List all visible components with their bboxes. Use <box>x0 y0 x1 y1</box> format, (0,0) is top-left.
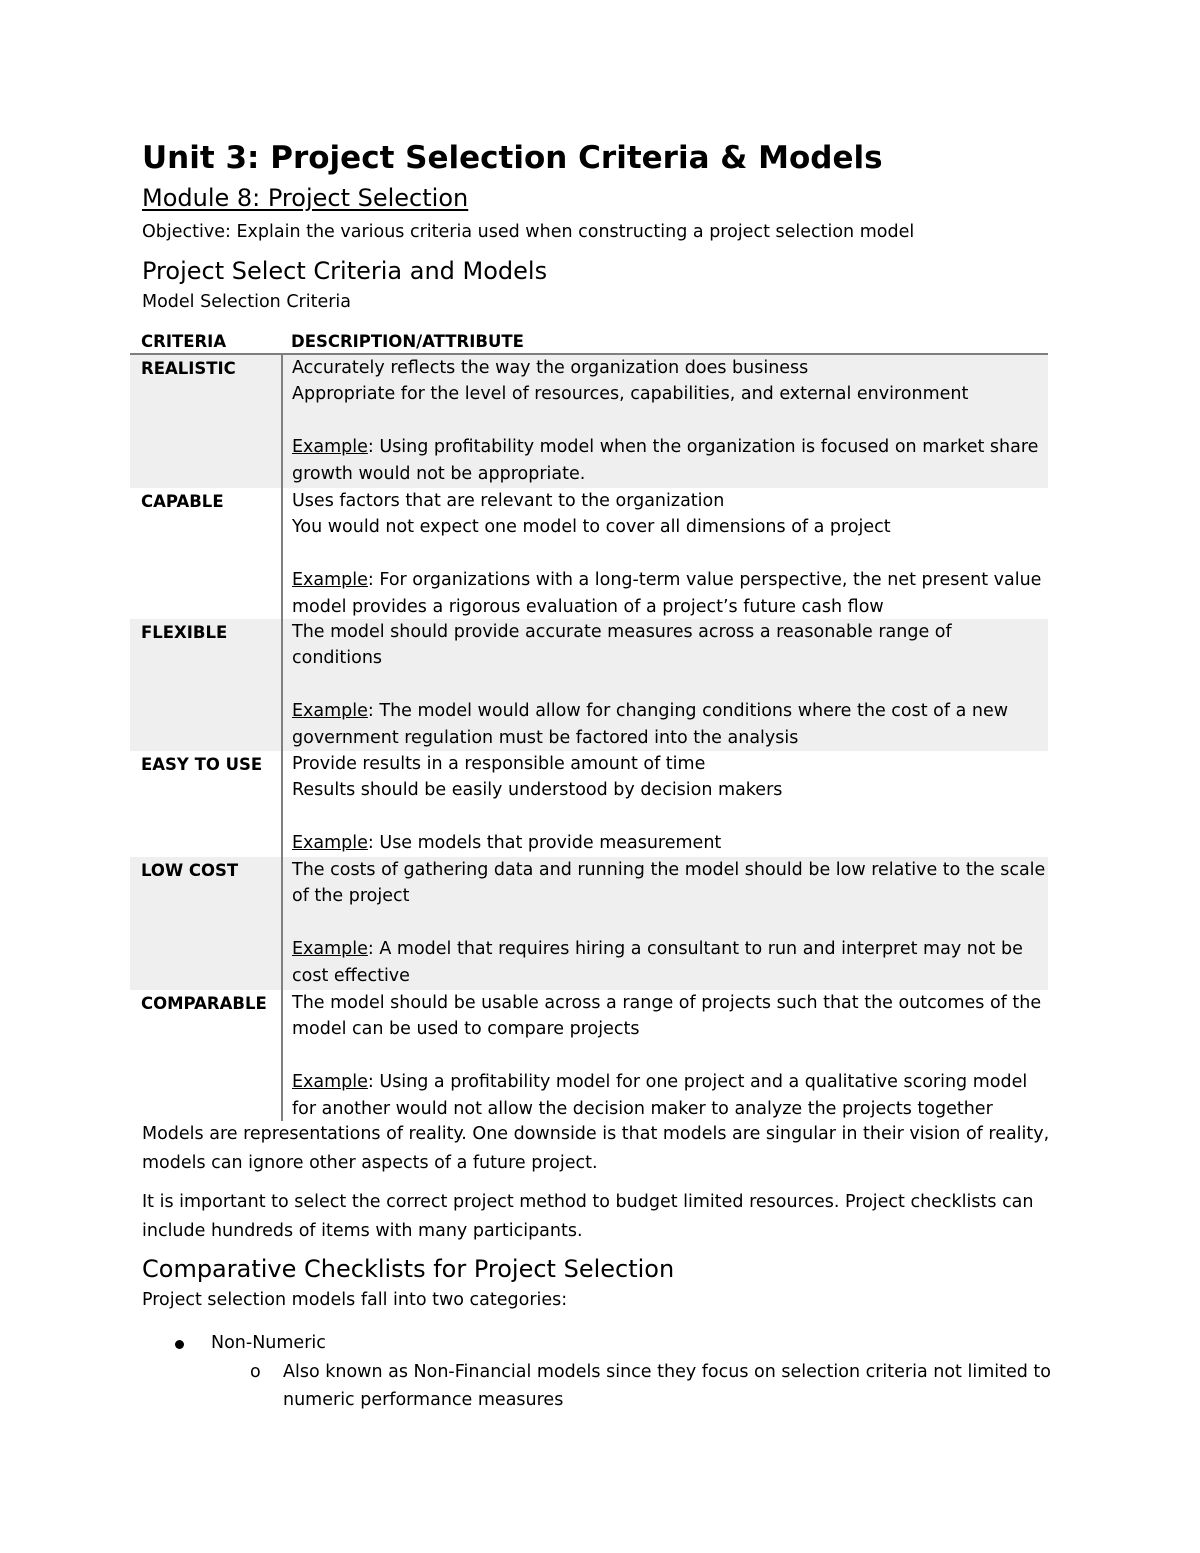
description-line: conditions <box>292 648 383 669</box>
sub-bullet-text <box>283 1358 1051 1414</box>
example-text: : Using profitability model when the organization is focused on market share <box>367 437 1039 458</box>
example-text: : Use models that provide measurement <box>367 833 722 854</box>
criteria-label: FLEXIBLE <box>141 623 228 642</box>
example-label: Example <box>292 701 368 722</box>
header-description: DESCRIPTION/ATTRIBUTE <box>291 332 524 351</box>
paragraph-budget <box>142 1188 1034 1246</box>
example-line <box>292 698 1048 724</box>
blank-line <box>292 910 1048 936</box>
sub-bullet-marker: o <box>250 1362 261 1382</box>
criteria-label: EASY TO USE <box>141 755 263 774</box>
module-title: Module 8: Project Selection <box>142 184 469 212</box>
blank-line <box>292 408 1048 434</box>
table-row <box>130 751 1048 857</box>
table-header <box>130 329 1048 355</box>
criteria-label: REALISTIC <box>141 359 236 378</box>
example-line <box>292 567 1048 593</box>
table-row <box>130 857 1048 990</box>
unit-title: Unit 3: Project Selection Criteria & Models <box>142 140 883 176</box>
description-line: You would not expect one model to cover all dimensions of a project <box>292 517 891 538</box>
example-text: government regulation must be factored into the analysis <box>292 727 799 748</box>
section-subheading: Model Selection Criteria <box>142 292 352 312</box>
example-text: : For organizations with a long-term value perspective, the net present value <box>367 570 1042 591</box>
bullet-text: Non-Numeric <box>211 1333 326 1353</box>
criteria-label: LOW COST <box>141 861 239 880</box>
objective-label: Objective: <box>142 222 231 242</box>
header-criteria: CRITERIA <box>141 332 227 351</box>
example-label: Example <box>292 939 368 960</box>
paragraph-line: models can ignore other aspects of a future project. <box>142 1153 598 1173</box>
objective-text: Explain the various criteria used when constructing a project selection model <box>236 222 915 242</box>
criteria-description <box>281 751 1048 857</box>
criteria-description <box>281 857 1048 990</box>
criteria-description <box>281 355 1048 488</box>
example-line <box>292 434 1048 460</box>
example-line <box>292 1069 1048 1095</box>
description-line: The model should provide accurate measures across a reasonable range of <box>292 622 952 642</box>
table-row <box>130 355 1048 488</box>
blank-line <box>292 672 1048 698</box>
criteria-description <box>281 488 1048 619</box>
objective-line <box>142 220 914 244</box>
example-text: for another would not allow the decision maker to analyze the projects together <box>292 1098 993 1119</box>
criteria-label: COMPARABLE <box>141 994 267 1013</box>
table-row <box>130 619 1048 751</box>
sub-bullet-line: Also known as Non-Financial models since they focus on selection criteria not limited to <box>283 1362 1051 1382</box>
example-text: : The model would allow for changing conditions where the cost of a new <box>367 701 1009 722</box>
section-heading-criteria: Project Select Criteria and Models <box>142 257 548 285</box>
example-text: : A model that requires hiring a consultant to run and interpret may not be <box>367 939 1023 960</box>
description-line: of the project <box>292 886 410 907</box>
paragraph-line: It is important to select the correct project method to budget limited resources. Project checklists can <box>142 1192 1034 1212</box>
criteria-description <box>281 990 1048 1121</box>
section-intro: Project selection models fall into two categories: <box>142 1290 568 1310</box>
paragraph-models <box>142 1120 1049 1178</box>
table-row <box>130 990 1048 1121</box>
example-label: Example <box>292 570 368 591</box>
section-heading-checklists: Comparative Checklists for Project Selection <box>142 1255 675 1283</box>
criteria-description <box>281 619 1048 751</box>
description-line: The model should be usable across a range of projects such that the outcomes of the <box>292 993 1042 1013</box>
example-label: Example <box>292 437 368 458</box>
description-line: Accurately reflects the way the organization does business <box>292 358 809 378</box>
example-label: Example <box>292 833 368 854</box>
paragraph-line: include hundreds of items with many participants. <box>142 1221 583 1241</box>
paragraph-line: Models are representations of reality. One downside is that models are singular in their vision of reality, <box>142 1124 1050 1144</box>
description-line: Provide results in a responsible amount of time <box>292 754 706 774</box>
criteria-table <box>130 329 1048 1121</box>
blank-line <box>292 541 1048 567</box>
description-line: Uses factors that are relevant to the organization <box>292 491 725 511</box>
example-line <box>292 936 1048 962</box>
blank-line <box>292 1043 1048 1069</box>
description-line: Appropriate for the level of resources, capabilities, and external environment <box>292 384 969 405</box>
sub-bullet-line: numeric performance measures <box>283 1390 564 1410</box>
example-line <box>292 830 1048 856</box>
example-text: model provides a rigorous evaluation of a project’s future cash flow <box>292 596 884 617</box>
example-label: Example <box>292 1072 368 1093</box>
blank-line <box>292 804 1048 830</box>
example-text: cost effective <box>292 965 410 986</box>
description-line: Results should be easily understood by decision makers <box>292 780 783 801</box>
bullet-dot-icon <box>175 1340 184 1349</box>
table-row <box>130 488 1048 619</box>
description-line: The costs of gathering data and running the model should be low relative to the scale <box>292 860 1046 880</box>
criteria-label: CAPABLE <box>141 492 224 511</box>
description-line: model can be used to compare projects <box>292 1019 640 1040</box>
example-text: : Using a profitability model for one project and a qualitative scoring model <box>367 1072 1028 1093</box>
example-text: growth would not be appropriate. <box>292 463 586 484</box>
